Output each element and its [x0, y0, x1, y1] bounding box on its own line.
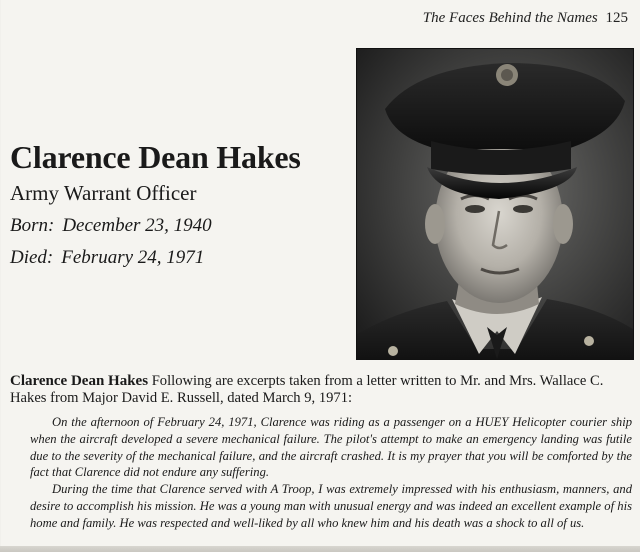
header-block — [10, 140, 350, 272]
intro-lead-name: Clarence Dean Hakes — [10, 373, 149, 389]
intro-text: Following are excerpts taken from a letter written to Mr. and Mrs. Wallace C. Hakes from Major David E. Russell, dated March 9, 1971: — [10, 373, 604, 406]
born-label: Born: — [10, 215, 55, 236]
page-title: Clarence Dean Hakes — [10, 139, 301, 175]
letter-paragraph: On the afternoon of February 24, 1971, Clarence was riding as a passenger on a HUEY Helicopter courier ship when the aircraft developed a severe mechanical failure. The pilot's attempt to make an emergency landing was futile due to the severity of the mechanical failure, and the aircraft crashed. It is my prayer that you will be comforted by the fact that Clarence did not endure any suffering. — [30, 415, 632, 480]
died-date: February 24, 1971 — [61, 247, 205, 268]
page-bottom-edge — [0, 546, 640, 552]
letter-excerpt — [30, 414, 632, 532]
running-head-title: The Faces Behind the Names — [422, 10, 598, 26]
born-row — [10, 212, 350, 240]
rank-subtitle: Army Warrant Officer — [10, 181, 197, 205]
portrait-photo — [356, 48, 634, 360]
dates-block — [10, 212, 350, 272]
portrait-image — [357, 49, 633, 359]
letter-paragraph: During the time that Clarence served with A Troop, I was extremely impressed with his enthusiasm, manners, and desire to accomplish his mission. He was a young man with unusual energy and was indeed an excellent example of his home and family. He was respected and well-liked by all who knew him and his death was a shock to all of us. — [30, 482, 632, 530]
intro-paragraph — [10, 373, 632, 407]
running-head — [423, 10, 628, 27]
died-row — [10, 244, 350, 272]
died-label: Died: — [10, 247, 54, 268]
page-number: 125 — [605, 10, 628, 26]
born-date: December 23, 1940 — [62, 215, 212, 236]
